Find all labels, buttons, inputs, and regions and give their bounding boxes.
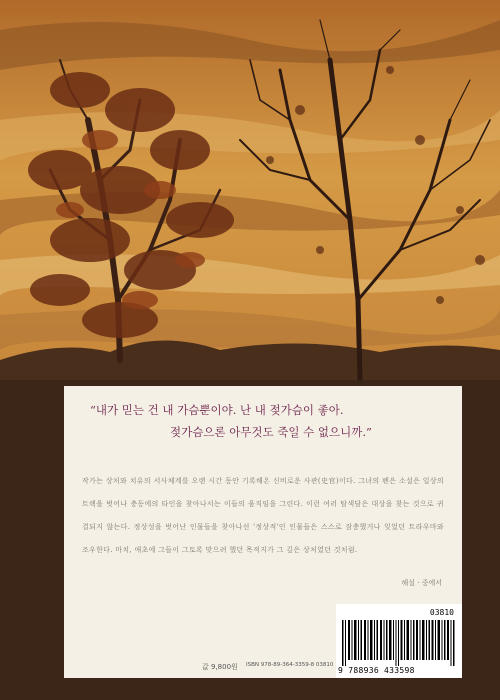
quote-line-2: 젖가슴으론 아무것도 죽일 수 없으니까.” bbox=[170, 425, 372, 439]
text-panel bbox=[64, 386, 462, 678]
barcode-addon-number: 03810 bbox=[429, 608, 454, 617]
barcode bbox=[336, 604, 462, 678]
review-text: 작가는 상처와 치유의 서사체계를 오랜 시간 동안 기록해온 신비로운 사관(史官)이다. 그녀의 펜은 소설은 일상의 트랙을 벗어나 충동에의 타인을 찾아나서는 이들의 움직임을 그린다. 이런 여러 탐색담은 대상을 찾는 것으로 귀결되지 않는다. 정상성을 벗어난 인물들을 찾아나선 '정상적'인 인물들은 스스로 잠충했거나 잊었던 트라우마와 조우한다. 마치, 애초에 그들이 그토록 맞으려 했던 목적지가 그 깊은 상처였던 것처럼. bbox=[82, 477, 444, 554]
barcode-number: 9 788936 433598 bbox=[338, 666, 415, 675]
barcode-bars bbox=[342, 620, 456, 666]
price-label: 값 9,800원 bbox=[202, 663, 238, 671]
quote-line-1: “내가 믿는 건 내 가슴뿐이야. 난 내 젖가슴이 좋아. bbox=[90, 403, 344, 417]
reviewer-credit: 해설 · 중에서 bbox=[401, 579, 442, 587]
isbn-label: ISBN 978-89-364-3359-8 03810 bbox=[246, 662, 334, 668]
